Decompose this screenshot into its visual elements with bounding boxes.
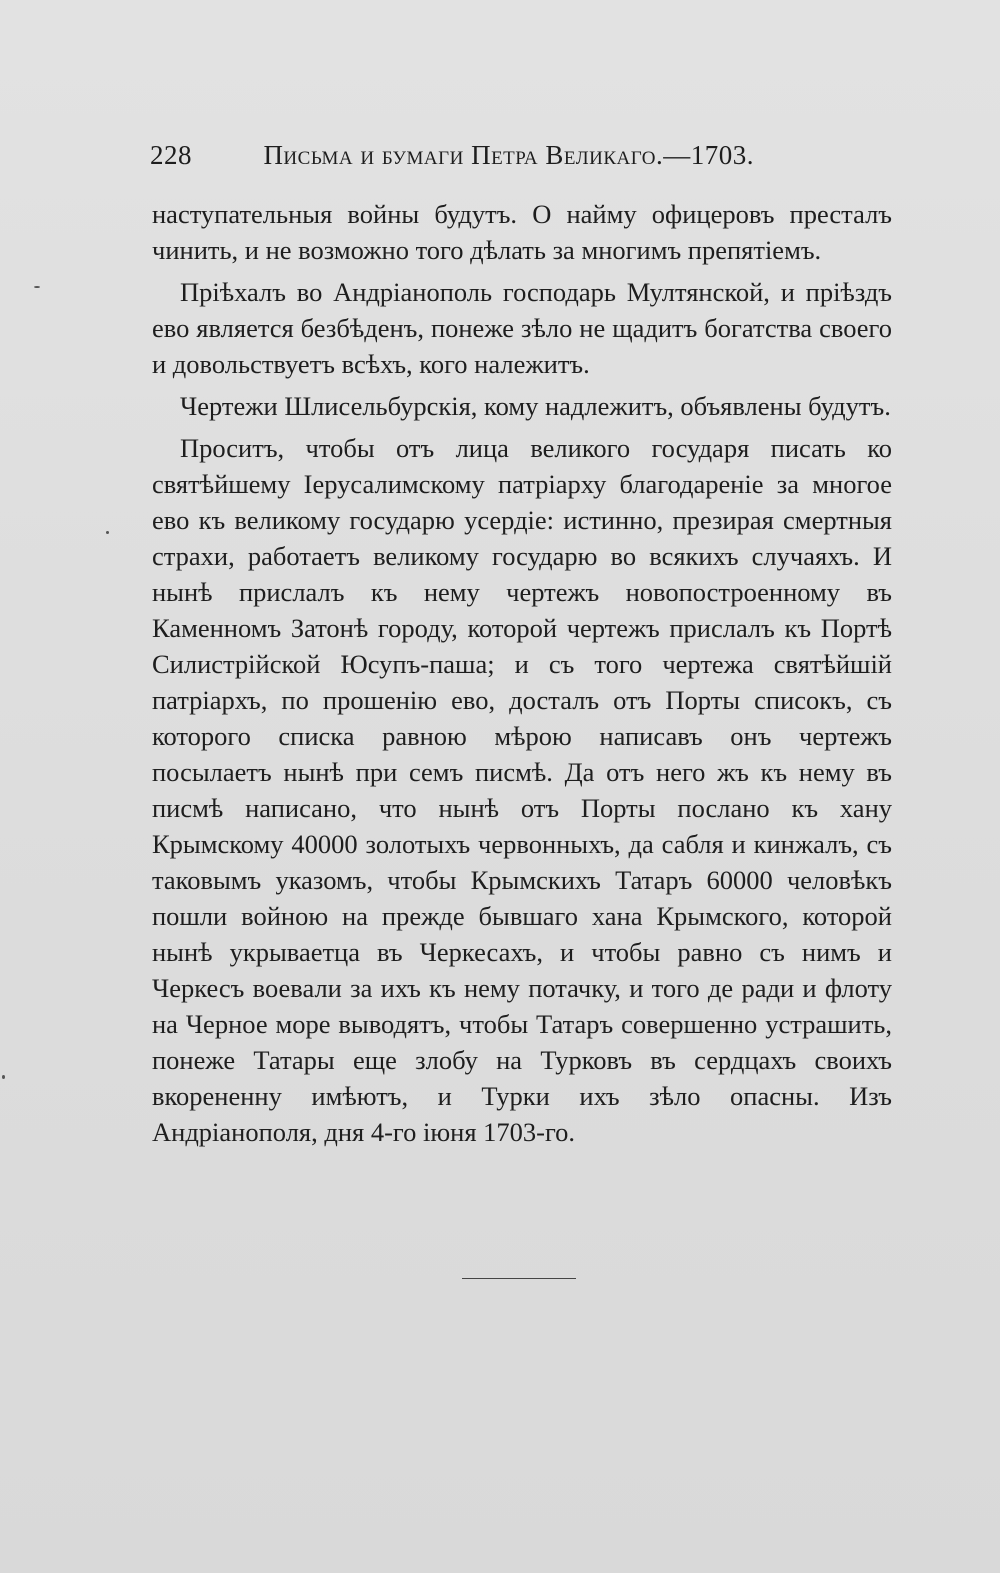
page-number: 228: [150, 140, 192, 170]
closing-rule: [462, 1278, 576, 1279]
running-title: Письма и бумаги Петра Великаго.—1703.: [263, 140, 754, 170]
paragraph: Пріѣхалъ во Андріанополь господарь Мултянской, и пріѣздъ ево является безбѣденъ, понеже зѣло не щадитъ богатства своего и довольствуетъ всѣхъ, кого належитъ.: [152, 277, 892, 379]
paragraph-continuation: наступательныя войны будутъ. О найму офицеровъ престалъ чинить, и не возможно того дѣлать за многимъ препятіемъ.: [152, 199, 892, 265]
body-text: [152, 196, 892, 1156]
paragraph: Проситъ, чтобы отъ лица великого государя писать ко святѣйшему Іерусалимскому патріарху благодареніе за многое ево къ великому государю усердіе: истинно, презирая смертныя страхи, работаетъ великому государю во всякихъ случаяхъ. И нынѣ прислалъ къ нему чертежъ новопостроенному въ Каменномъ Затонѣ городу, которой чертежъ прислалъ къ Портѣ Силистрійской Юсупъ-паша; и съ того чертежа святѣйшій патріархъ, по прошенію ево, досталъ отъ Порты списокъ, съ которого списка равною мѣрою написавъ онъ чертежъ посылаетъ нынѣ при семъ писмѣ. Да отъ него жъ къ нему въ писмѣ написано, что нынѣ отъ Порты послано къ хану Крымскому 40000 золотыхъ червонныхъ, да сабля и кинжалъ, съ таковымъ указомъ, чтобы Крымскихъ Татаръ 60000 человѣкъ пошли войною на прежде бывшаго хана Крымского, которой нынѣ укрываетца въ Черкесахъ, и чтобы равно съ нимъ и Черкесъ воевали за ихъ къ нему потачку, и того де ради и флоту на Черное море выводятъ, чтобы Татаръ совершенно устрашить, понеже Татары еще злобу на Турковъ въ сердцахъ своихъ вкорененну имѣютъ, и Турки ихъ зѣло опасны. Изъ Андріанополя, дня 4-го іюня 1703-го.: [152, 433, 892, 1147]
print-speck: [106, 531, 109, 534]
running-head: [150, 140, 754, 176]
print-speck: [34, 286, 40, 288]
print-speck: [2, 1075, 5, 1079]
paragraph: Чертежи Шлисельбурскія, кому надлежитъ, объявлены будутъ.: [180, 391, 891, 421]
